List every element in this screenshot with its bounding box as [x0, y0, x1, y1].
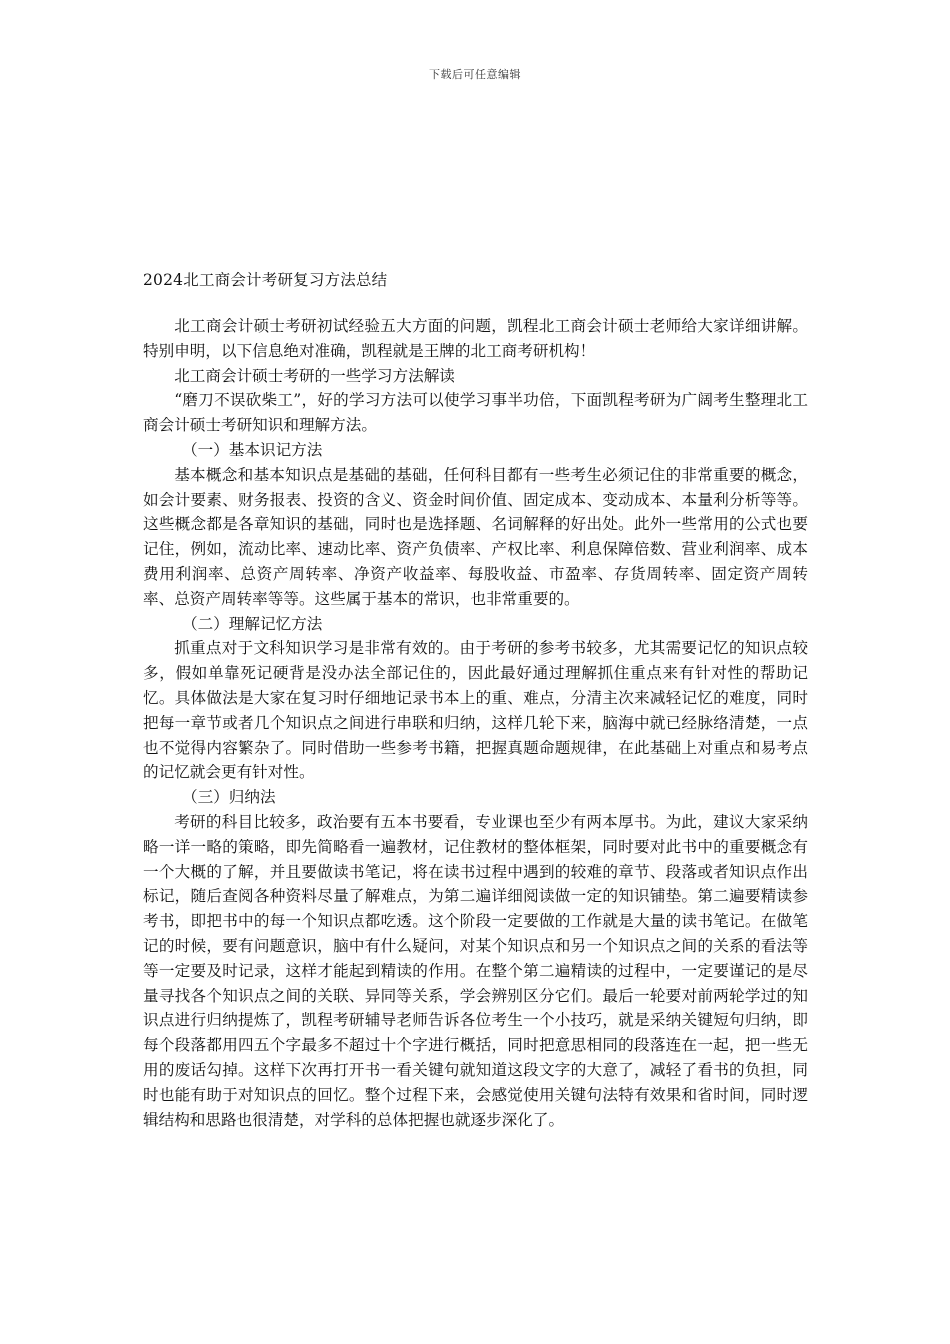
section-heading-1: （一）基本识记方法 — [182, 440, 323, 459]
header-note: 下载后可任意编辑 — [429, 68, 521, 81]
paragraph-intro: 北工商会计硕士考研初试经验五大方面的问题，凯程北工商会计硕士老师给大家详细讲解。特别申明，以下信息绝对准确，凯程就是王牌的北工商考研机构！ — [143, 317, 808, 360]
paragraph-overview: “磨刀不误砍柴工”，好的学习方法可以使学习事半功倍，下面凯程考研为广阔考生整理北工商会计硕士考研知识和理解方法。 — [143, 391, 808, 435]
section-heading-2: （二）理解记忆方法 — [182, 614, 323, 633]
paragraph-subtitle: 北工商会计硕士考研的一些学习方法解读 — [174, 366, 455, 385]
paragraph-section-2: 抓重点对于文科知识学习是非常有效的。由于考研的参考书较多，尤其需要记忆的知识点较多，假如单靠死记硬背是没办法全部记住的，因此最好通过理解抓住重点来有针对性的帮助记忆。具体做法是大家在复习时仔细地记录书本上的重、难点，分清主次来减轻记忆的难度，同时把每一章节或者几个知识点之间进行串联和归纳，这样几轮下来，脑海中就已经脉络清楚，一点也不觉得内容繁杂了。同时借助一些参考书籍，把握真题命题规律，在此基础上对重点和易考点的记忆就会更有针对性。 — [143, 639, 808, 782]
paragraph-section-3: 考研的科目比较多，政治要有五本书要看，专业课也至少有两本厚书。为此，建议大家采纳略一详一略的策略，即先简略看一遍教材，记住教材的整体框架，同时要对此书中的重要概念有一个大概的了解，并且要做读书笔记，将在读书过程中遇到的较难的章节、段落或者知识点作出标记，随后查阅各种资料尽量了解难点，为第二遍详细阅读做一定的知识铺垫。第二遍要精读参考书，即把书中的每一个知识点都吃透。这个阶段一定要做的工作就是大量的读书笔记。在做笔记的时候，要有问题意识，脑中有什么疑问，对某个知识点和另一个知识点之间的关系的看法等等一定要及时记录，这样才能起到精读的作用。在整个第二遍精读的过程中，一定要谨记的是尽量寻找各个知识点之间的关联、异同等关系，学会辨别区分它们。最后一轮要对前两轮学过的知识点进行归纳提炼了，凯程考研辅导老师告诉各位考生一个小技巧，就是采纳关键短句归纳，即每个段落都用四五个字最多不超过十个字进行概括，同时把意思相同的段落连在一起，把一些无用的废话勾掉。这样下次再打开书一看关键句就知道这段文字的大意了，减轻了看书的负担，同时也能有助于对知识点的回忆。整个过程下来，会感觉使用关键句法特有效果和省时间，同时逻辑结构和思路也很清楚，对学科的总体把握也就逐步深化了。 — [143, 812, 808, 1129]
paragraph-section-1: 基本概念和基本知识点是基础的基础，任何科目都有一些考生必须记住的非常重要的概念，如会计要素、财务报表、投资的含义、资金时间价值、固定成本、变动成本、本量利分析等等。这些概念都是各章知识的基础，同时也是选择题、名词解释的好出处。此外一些常用的公式也要记住，例如，流动比率、速动比率、资产负债率、产权比率、利息保障倍数、营业利润率、成本费用利润率、总资产周转率、净资产收益率、每股收益、市盈率、存货周转率、固定资产周转率、总资产周转率等等。这些属于基本的常识，也非常重要的。 — [143, 465, 808, 608]
section-heading-3: （三）归纳法 — [182, 788, 276, 807]
document-title: 2024北工商会计考研复习方法总结 — [143, 271, 388, 289]
document-body — [143, 314, 808, 1132]
